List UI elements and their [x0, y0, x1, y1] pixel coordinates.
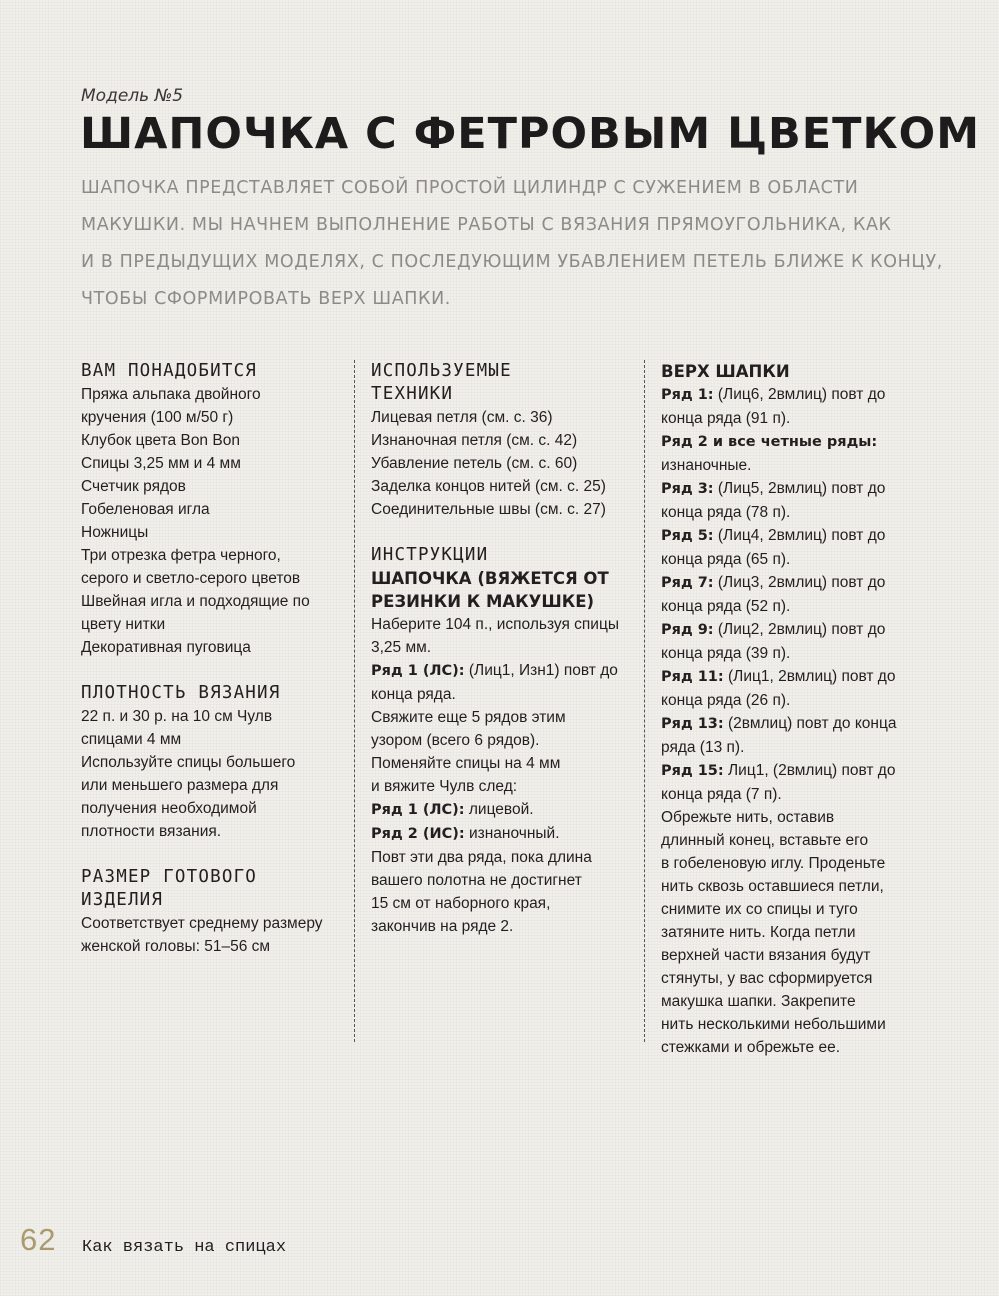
finish-line: стежками и обрежьте ее.	[661, 1039, 841, 1056]
top-line: конца ряда (7 п).	[661, 786, 782, 803]
instruction-line	[371, 798, 633, 822]
instruction-line: Повт эти два ряда, пока длина	[371, 849, 592, 866]
row-text: (Лиц3, 2вмлиц) повт до	[713, 574, 886, 591]
top-line	[661, 618, 923, 642]
instruction-line: вашего полотна не достигнет	[371, 872, 582, 889]
row-text: (Лиц1, Изн1) повт до	[464, 662, 618, 679]
finish-line: длинный конец, вставьте его	[661, 832, 869, 849]
finish-line: верхней части вязания будут	[661, 947, 871, 964]
technique-line: Лицевая петля (см. с. 36)	[371, 409, 553, 426]
materials-line: кручения (100 м/50 г)	[81, 409, 234, 426]
model-label: Модель №5	[81, 86, 184, 106]
top-line: ряда (13 п).	[661, 739, 745, 756]
top-line: конца ряда (78 п).	[661, 504, 791, 521]
instruction-line: Наберите 104 п., используя спицы	[371, 616, 619, 633]
row-text: (Лиц2, 2вмлиц) повт до	[713, 621, 886, 638]
row-text: (Лиц5, 2вмлиц) повт до	[713, 480, 886, 497]
materials-heading: ВАМ ПОНАДОБИТСЯ	[81, 361, 258, 381]
technique-line: Заделка концов нитей (см. с. 25)	[371, 478, 606, 495]
intro-line: ШАПОЧКА ПРЕДСТАВЛЯЕТ СОБОЙ ПРОСТОЙ ЦИЛИНДР С СУЖЕНИЕМ В ОБЛАСТИ	[81, 178, 859, 198]
top-line	[661, 477, 923, 501]
instruction-line: Свяжите еще 5 рядов этим	[371, 709, 566, 726]
column-materials	[81, 360, 343, 958]
row-text: изнаночный.	[464, 825, 560, 842]
intro-text	[81, 170, 943, 318]
finish-line: нить несколькими небольшими	[661, 1016, 886, 1033]
gauge-line: получения необходимой	[81, 800, 257, 817]
instruction-line: 3,25 мм.	[371, 639, 432, 656]
book-title: Как вязать на спицах	[82, 1238, 287, 1257]
row-label: Ряд 13:	[661, 716, 724, 732]
size-line: Соответствует среднему размеру	[81, 915, 323, 932]
intro-line: И В ПРЕДЫДУЩИХ МОДЕЛЯХ, С ПОСЛЕДУЮЩИМ УБАВЛЕНИЕМ ПЕТЕЛЬ БЛИЖЕ К КОНЦУ,	[81, 252, 943, 272]
column-instructions	[371, 360, 633, 938]
materials-line: серого и светло-серого цветов	[81, 570, 301, 587]
row-text: (2вмлиц) повт до конца	[723, 715, 897, 732]
gauge-line: или меньшего размера для	[81, 777, 279, 794]
column-divider	[354, 360, 355, 1042]
instruction-line: узором (всего 6 рядов).	[371, 732, 540, 749]
top-line: конца ряда (65 п).	[661, 551, 791, 568]
row-label: Ряд 7:	[661, 575, 714, 591]
top-line: конца ряда (26 п).	[661, 692, 791, 709]
top-heading: ВЕРХ ШАПКИ	[661, 362, 790, 381]
row-text: Лиц1, (2вмлиц) повт до	[723, 762, 896, 779]
top-line	[661, 524, 923, 548]
finish-line: макушка шапки. Закрепите	[661, 993, 856, 1010]
materials-line: Пряжа альпака двойного	[81, 386, 261, 403]
technique-line: Изнаночная петля (см. с. 42)	[371, 432, 578, 449]
technique-line: Соединительные швы (см. с. 27)	[371, 501, 606, 518]
finish-line: затяните нить. Когда петли	[661, 924, 856, 941]
row-text: (Лиц1, 2вмлиц) повт до	[723, 668, 896, 685]
materials-line: цвету нитки	[81, 616, 166, 633]
column-divider	[644, 360, 645, 1042]
size-heading: РАЗМЕР ГОТОВОГО	[81, 867, 258, 887]
finish-line: снимите их со спицы и туго	[661, 901, 858, 918]
row-label: Ряд 9:	[661, 622, 714, 638]
row-label: Ряд 1 (ЛС):	[371, 663, 465, 679]
gauge-heading: ПЛОТНОСТЬ ВЯЗАНИЯ	[81, 683, 281, 703]
page-number: 62	[20, 1222, 57, 1257]
row-label: Ряд 15:	[661, 763, 724, 779]
techniques-heading: ТЕХНИКИ	[371, 384, 454, 404]
row-text: (Лиц4, 2вмлиц) повт до	[713, 527, 886, 544]
materials-line: Швейная игла и подходящие по	[81, 593, 310, 610]
instruction-line	[371, 822, 633, 846]
column-top-of-hat	[661, 360, 923, 1059]
intro-line: МАКУШКИ. МЫ НАЧНЕМ ВЫПОЛНЕНИЕ РАБОТЫ С ВЯЗАНИЯ ПРЯМОУГОЛЬНИКА, КАК	[81, 215, 892, 235]
gauge-line: Используйте спицы большего	[81, 754, 296, 771]
top-line	[661, 383, 923, 407]
top-line	[661, 571, 923, 595]
gauge-line: спицами 4 мм	[81, 731, 182, 748]
materials-line: Спицы 3,25 мм и 4 мм	[81, 455, 241, 472]
size-line: женской головы: 51–56 см	[81, 938, 271, 955]
finish-line: стянуты, у вас сформируется	[661, 970, 873, 987]
top-line	[661, 665, 923, 689]
row-label: Ряд 3:	[661, 481, 714, 497]
instructions-heading: ИНСТРУКЦИИ	[371, 545, 489, 565]
top-line: конца ряда (39 п).	[661, 645, 791, 662]
techniques-heading: ИСПОЛЬЗУЕМЫЕ	[371, 361, 512, 381]
row-label: Ряд 5:	[661, 528, 714, 544]
intro-line: ЧТОБЫ СФОРМИРОВАТЬ ВЕРХ ШАПКИ.	[81, 289, 451, 309]
instructions-subheading: ШАПОЧКА (ВЯЖЕТСЯ ОТ	[371, 569, 609, 588]
materials-line: Ножницы	[81, 524, 149, 541]
finish-line: нить сквозь оставшиеся петли,	[661, 878, 884, 895]
materials-line: Счетчик рядов	[81, 478, 186, 495]
row-label: Ряд 11:	[661, 669, 724, 685]
gauge-line: плотности вязания.	[81, 823, 222, 840]
finish-line: в гобеленовую иглу. Проденьте	[661, 855, 886, 872]
top-line	[661, 712, 923, 736]
page-title: ШАПОЧКА С ФЕТРОВЫМ ЦВЕТКОМ	[80, 109, 980, 159]
instruction-line: Поменяйте спицы на 4 мм	[371, 755, 561, 772]
materials-line: Клубок цвета Bon Bon	[81, 432, 240, 449]
row-label: Ряд 2 (ИС):	[371, 826, 465, 842]
instruction-line: конца ряда.	[371, 686, 456, 703]
instruction-line: и вяжите Чулв след:	[371, 778, 518, 795]
top-line: конца ряда (91 п).	[661, 410, 791, 427]
gauge-line: 22 п. и 30 р. на 10 см Чулв	[81, 708, 273, 725]
materials-line: Три отрезка фетра черного,	[81, 547, 281, 564]
row-label: Ряд 2 и все четные ряды:	[661, 434, 878, 450]
instruction-line: закончив на ряде 2.	[371, 918, 514, 935]
instruction-line: 15 см от наборного края,	[371, 895, 551, 912]
size-heading: ИЗДЕЛИЯ	[81, 890, 164, 910]
row-text: (Лиц6, 2вмлиц) повт до	[713, 386, 886, 403]
row-label: Ряд 1:	[661, 387, 714, 403]
materials-line: Гобеленовая игла	[81, 501, 210, 518]
top-line	[661, 430, 923, 454]
finish-line: Обрежьте нить, оставив	[661, 809, 835, 826]
row-label: Ряд 1 (ЛС):	[371, 802, 465, 818]
technique-line: Убавление петель (см. с. 60)	[371, 455, 578, 472]
top-line: изнаночные.	[661, 457, 752, 474]
instructions-subheading: РЕЗИНКИ К МАКУШКЕ)	[371, 592, 595, 611]
top-line: конца ряда (52 п).	[661, 598, 791, 615]
materials-line: Декоративная пуговица	[81, 639, 251, 656]
instruction-line	[371, 659, 633, 683]
row-text: лицевой.	[464, 801, 534, 818]
top-line	[661, 759, 923, 783]
